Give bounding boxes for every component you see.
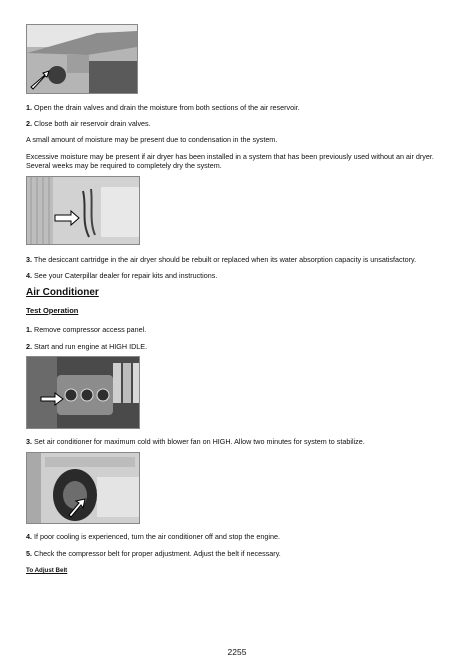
ac-controls-photo [26, 356, 140, 429]
test-step-4-number: 4. [26, 532, 32, 541]
step-3-text: The desiccant cartridge in the air dryer should be rebuilt or replaced when its water absorption capacity is unsatisfactory. [32, 255, 417, 264]
test-step-4 [26, 532, 446, 541]
air-dryer-photo [26, 176, 140, 245]
step-1-text: Open the drain valves and drain the moisture from both sections of the air reservoir. [32, 103, 300, 112]
drain-valve-photo [26, 24, 138, 94]
step-1 [26, 103, 446, 112]
air-conditioner-heading: Air Conditioner [26, 287, 99, 298]
test-step-1-number: 1. [26, 325, 32, 334]
note-excessive-moisture: Excessive moisture may be present if air dryer has been installed in a system that has been previously used without an air dryer. Several weeks may be required to completely dry the system. [26, 152, 434, 170]
test-step-5 [26, 549, 446, 558]
test-step-4-text: If poor cooling is experienced, turn the air conditioner off and stop the engine. [32, 532, 280, 541]
step-4-text: See your Caterpillar dealer for repair kits and instructions. [32, 271, 218, 280]
adjust-belt-heading: To Adjust Belt [26, 567, 68, 574]
step-2 [26, 119, 446, 128]
test-step-3-text: Set air conditioner for maximum cold with blower fan on HIGH. Allow two minutes for system to stabilize. [32, 437, 365, 446]
test-step-2-text: Start and run engine at HIGH IDLE. [32, 342, 148, 351]
test-step-5-text: Check the compressor belt for proper adjustment. Adjust the belt if necessary. [32, 549, 281, 558]
step-4 [26, 271, 446, 280]
test-step-3 [26, 437, 446, 446]
compressor-belt-photo [26, 452, 140, 524]
step-2-number: 2. [26, 119, 32, 128]
step-4-number: 4. [26, 271, 32, 280]
test-step-2 [26, 342, 446, 351]
step-2-text: Close both air reservoir drain valves. [32, 119, 151, 128]
test-step-3-number: 3. [26, 437, 32, 446]
test-step-1-text: Remove compressor access panel. [32, 325, 147, 334]
test-operation-heading: Test Operation [26, 306, 79, 315]
test-step-2-number: 2. [26, 342, 32, 351]
step-1-number: 1. [26, 103, 32, 112]
test-step-1 [26, 325, 446, 334]
page-number: 2255 [227, 647, 247, 657]
step-3-number: 3. [26, 255, 32, 264]
step-3 [26, 255, 446, 264]
test-step-5-number: 5. [26, 549, 32, 558]
note-condensation: A small amount of moisture may be present due to condensation in the system. [26, 135, 278, 144]
